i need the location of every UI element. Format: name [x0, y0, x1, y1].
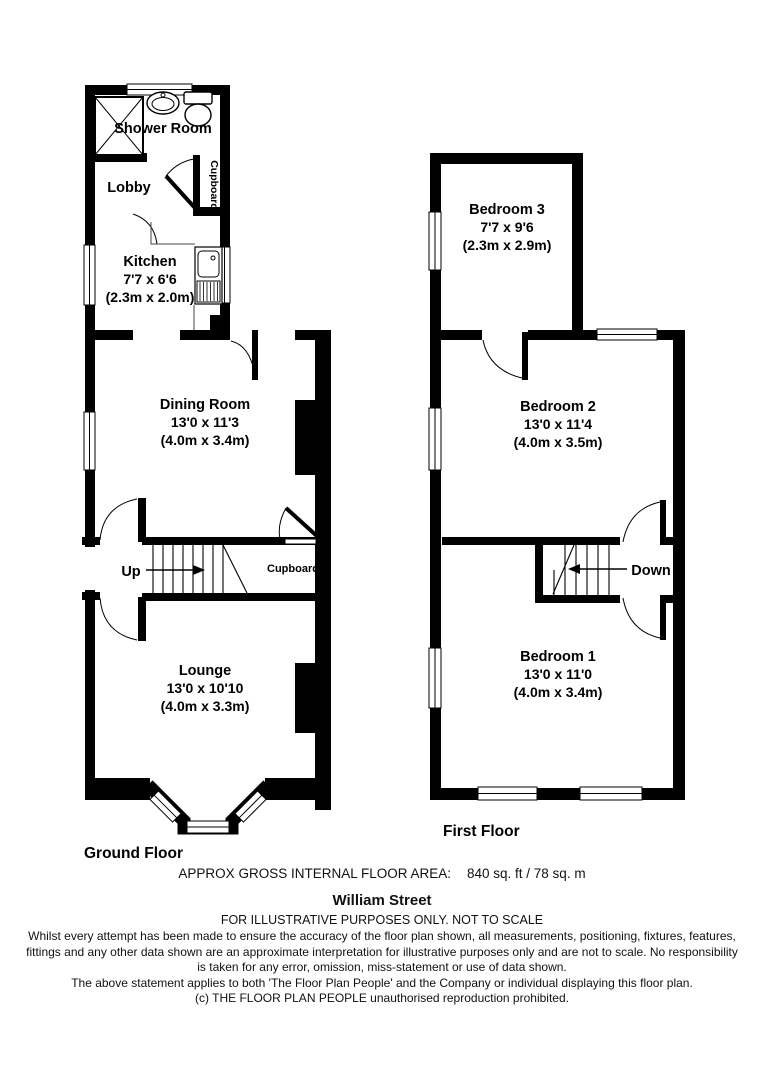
disclaimer-line: The above statement applies to both 'The Floor Plan People' and the Company or individual displaying this floor plan.: [71, 975, 693, 990]
room-label-kitchen: [106, 254, 195, 305]
lobby-door-arc: [166, 159, 194, 176]
room-label-lounge: [161, 663, 250, 714]
down-arrow-head: [568, 564, 580, 574]
svg-text:Lounge: Lounge: [178, 663, 232, 679]
disclaimer-block: [0, 929, 764, 1007]
svg-text:(4.0m x 3.3m): (4.0m x 3.3m): [160, 698, 250, 714]
understairs-door-arc: [279, 508, 286, 539]
svg-text:(4.0m x 3.4m): (4.0m x 3.4m): [513, 684, 603, 700]
room-label-lobby: Lobby: [107, 180, 151, 196]
svg-text:Dining Room: Dining Room: [159, 397, 251, 413]
kitchen-boundary-line: [151, 222, 195, 244]
disclaimer-line: is taken for any error, omission, miss-statement or use of data shown.: [197, 960, 567, 974]
bedroom1-door-arc: [623, 598, 660, 638]
svg-text:Bedroom 1: Bedroom 1: [520, 649, 596, 665]
first-floor-windows: [429, 212, 657, 800]
lounge-door-arc: [100, 598, 137, 640]
bedroom2-door-arc: [623, 502, 660, 542]
basin: [147, 92, 179, 114]
room-label-shower-room: Shower Room: [114, 121, 212, 137]
bay-window: [148, 785, 268, 833]
lobby-door-leaf: [166, 176, 195, 208]
disclaimer-line: fittings and any other data shown are an approximate interpretation for illustrative purposes only and are not to scale. No responsibility: [26, 944, 738, 959]
room-label-dining-room: [160, 397, 250, 448]
svg-text:Bedroom 3: Bedroom 3: [469, 202, 545, 218]
svg-text:(4.0m x 3.4m): (4.0m x 3.4m): [160, 432, 250, 448]
floor-area-value: 840 sq. ft / 78 sq. m: [467, 866, 586, 881]
understairs-door-leaf: [286, 508, 318, 537]
stairs-up-label: Up: [121, 564, 141, 580]
svg-text:13'0 x 11'3: 13'0 x 11'3: [170, 414, 240, 430]
side-entrance-arc: [231, 341, 255, 377]
ground-floor-label: Ground Floor: [84, 845, 184, 862]
svg-text:13'0 x 11'0: 13'0 x 11'0: [523, 666, 593, 682]
floor-area-label: APPROX GROSS INTERNAL FLOOR AREA:: [178, 866, 451, 881]
stairs-down: [553, 545, 627, 595]
svg-text:7'7 x 6'6: 7'7 x 6'6: [123, 271, 177, 287]
svg-text:(2.3m x 2.9m): (2.3m x 2.9m): [462, 237, 552, 253]
dining-door-arc: [100, 499, 137, 540]
first-floor-label: First Floor: [443, 823, 520, 840]
svg-text:7'7 x 9'6: 7'7 x 9'6: [480, 219, 534, 235]
floor-area-line: [0, 866, 764, 881]
svg-text:Kitchen: Kitchen: [123, 254, 177, 270]
ground-floor-plan: [82, 84, 331, 862]
svg-text:(2.3m x 2.0m): (2.3m x 2.0m): [105, 289, 195, 305]
kitchen-sink: [195, 247, 222, 304]
room-label-bedroom-1: [514, 649, 603, 700]
svg-text:Bedroom 2: Bedroom 2: [520, 399, 596, 415]
first-floor-doors: [483, 340, 660, 638]
bedroom3-door-arc: [483, 340, 522, 378]
svg-text:13'0 x 11'4: 13'0 x 11'4: [523, 416, 593, 432]
illustrative-notice: FOR ILLUSTRATIVE PURPOSES ONLY. NOT TO SCALE: [220, 913, 544, 927]
stairs-down-label: Down: [631, 563, 671, 579]
disclaimer-line: Whilst every attempt has been made to ensure the accuracy of the floor plan shown, all measurements, positioning, fixtures, features,: [28, 929, 736, 943]
first-floor-plan: [429, 153, 685, 840]
svg-text:(4.0m x 3.5m): (4.0m x 3.5m): [513, 434, 603, 450]
room-label-stairs-cupboard: Cupboard: [267, 563, 319, 575]
svg-text:13'0 x 10'10: 13'0 x 10'10: [166, 680, 244, 696]
room-label-bedroom-3: [463, 202, 552, 253]
stairs-up: [146, 545, 247, 593]
room-label-cupboard-rear: Cupboard: [208, 160, 220, 210]
street-title: William Street: [332, 892, 432, 909]
disclaimer-line: (c) THE FLOOR PLAN PEOPLE unauthorised reproduction prohibited.: [195, 991, 569, 1005]
kitchen-door-arc: [133, 214, 157, 244]
room-label-bedroom-2: [514, 399, 603, 450]
